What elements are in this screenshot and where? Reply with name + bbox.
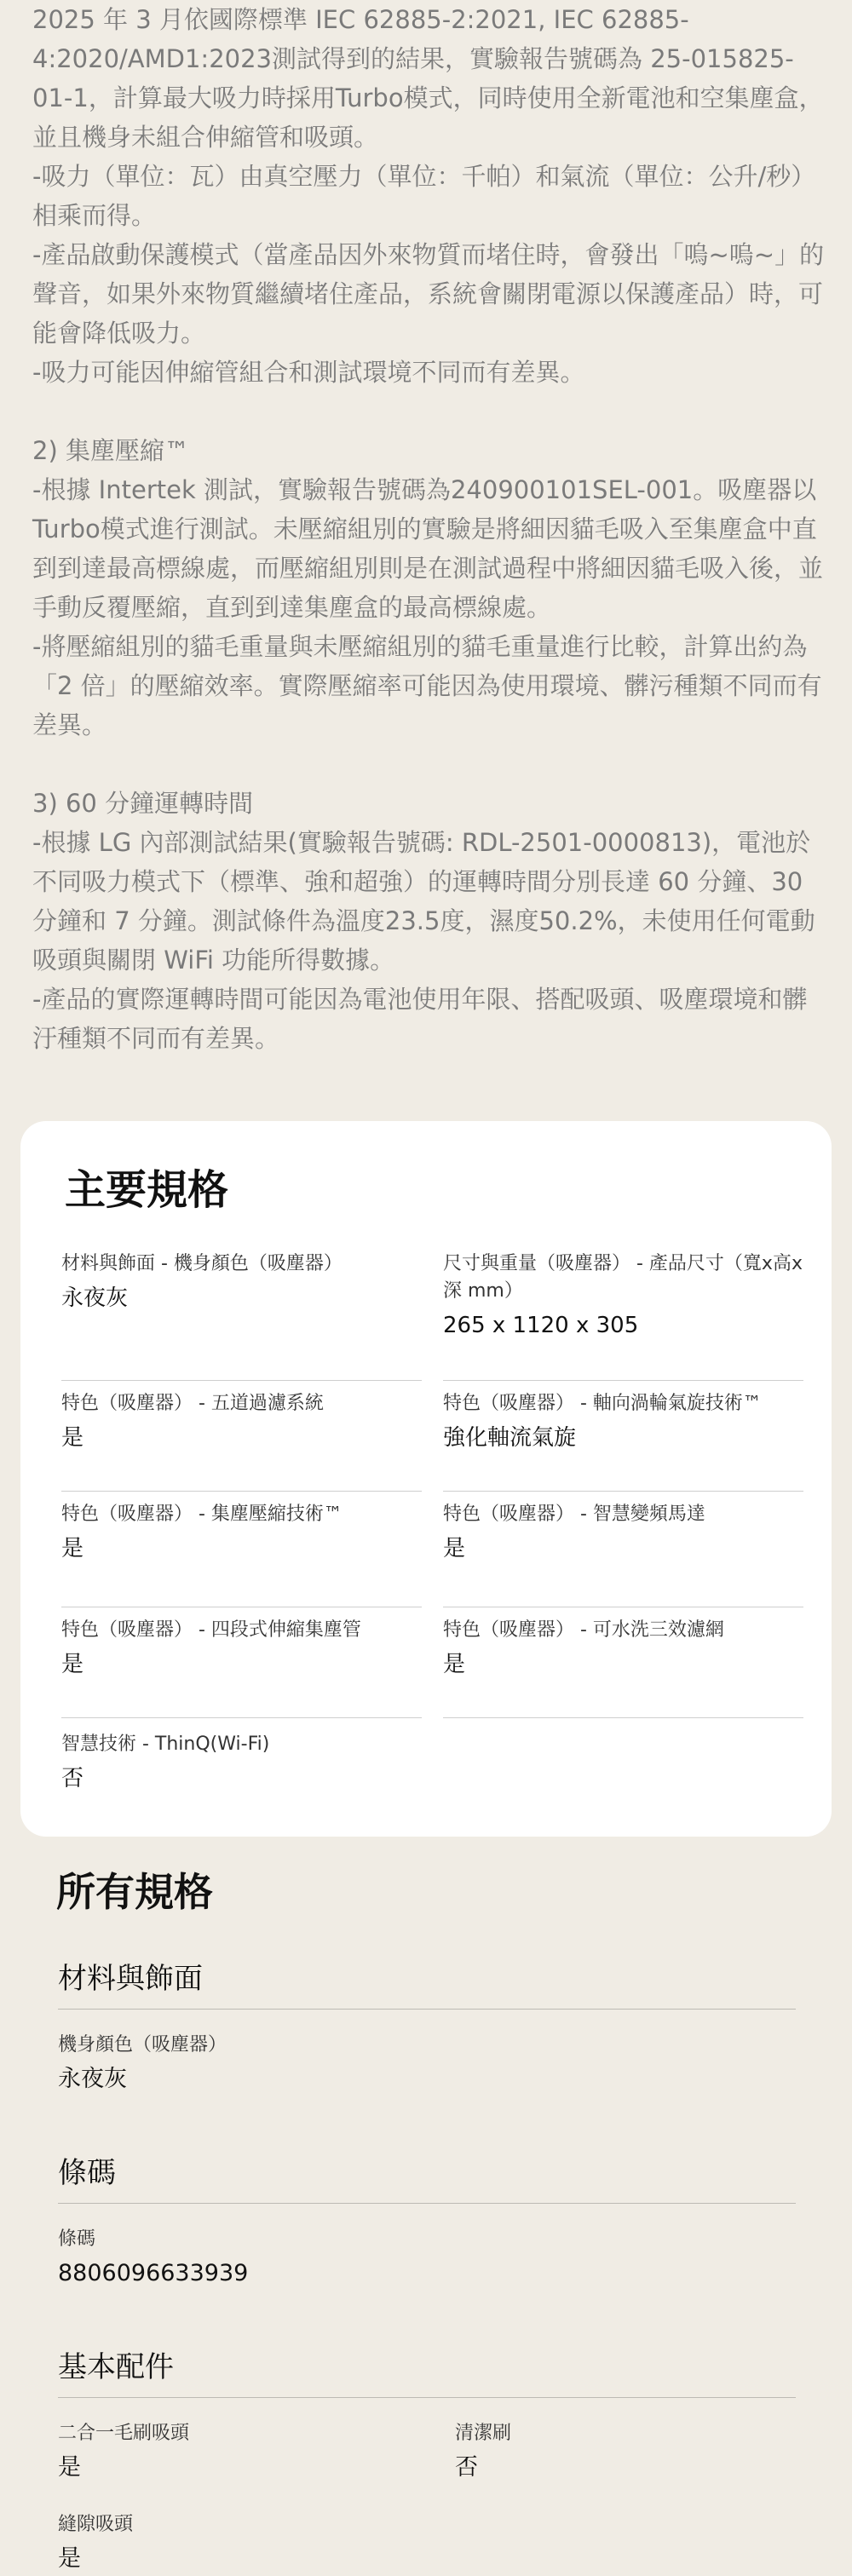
spec-item: [443, 1617, 803, 1718]
spec-label: 材料與飾面 - 機身顏色（吸塵器）: [61, 1253, 343, 1274]
spec-label: 特色（吸塵器） - 軸向渦輪氣旋技術™: [443, 1393, 762, 1414]
spec-value: 否: [61, 1766, 84, 1791]
spec-label: 特色（吸塵器） - 四段式伸縮集塵管: [61, 1619, 361, 1641]
spec-label: 特色（吸塵器） - 五道過濾系統: [61, 1393, 324, 1414]
all-specs-title: 所有規格: [56, 1869, 213, 1915]
spec-item: [61, 1501, 422, 1607]
note-paragraph: -根據 Intertek 測試，實驗報告號碼為240900101SEL-001。吸塵器以Turbo模式進行測試。未壓縮組別的實驗是將細因貓毛吸入至集塵盒中直到到達最高標線處，而壓縮組別則是在測試過程中將細因貓毛吸入後，並手動反覆壓縮，直到到達集塵盒的最高標線處。: [32, 475, 824, 622]
spec-item: [61, 1617, 422, 1718]
spec-value: 是: [61, 1536, 84, 1561]
note-paragraph: -吸力（單位：瓦）由真空壓力（單位：千帕）和氣流（單位：公升/秒）相乘而得。: [32, 162, 816, 230]
section-heading: 基本配件: [58, 2343, 796, 2398]
note-heading: 3) 60 分鐘運轉時間: [32, 789, 254, 818]
spec-item: [443, 1251, 803, 1381]
spec-label: 特色（吸塵器） - 集塵壓縮技術™: [61, 1504, 343, 1525]
spec-value: 是: [58, 2545, 81, 2572]
note-paragraph: -吸力可能因伸縮管組合和測試環境不同而有差異。: [32, 358, 585, 387]
footnotes: [32, 0, 825, 1058]
spec-value: 8806096633939: [58, 2260, 249, 2286]
spec-label: 特色（吸塵器） - 可水洗三效濾網: [443, 1619, 724, 1641]
spec-item: [443, 1390, 803, 1492]
spec-value: 是: [58, 2454, 81, 2481]
section-heading: 材料與飾面: [58, 1955, 796, 2010]
key-specs-title: 主要規格: [65, 1166, 229, 1214]
note-paragraph: -產品的實際運轉時間可能因為電池使用年限、搭配吸頭、吸塵環境和髒汙種類不同而有差異。: [32, 985, 808, 1053]
spec-value: 是: [61, 1425, 84, 1451]
note-paragraph: -根據 LG 內部測試結果(實驗報告號碼: RDL-2501-0000813)，電池於不同吸力模式下（標準、強和超強）的運轉時間分別長達 60 分鐘、30 分鐘和 7 分鐘。測試條件為溫度23.5度，濕度50.2%，未使用任何電動吸頭與關閉 WiFi 功能所得數據。: [32, 828, 815, 975]
spec-label: 特色（吸塵器） - 智慧變頻馬達: [443, 1504, 705, 1525]
spec-label: 條碼: [58, 2228, 96, 2250]
spec-value: 是: [443, 1652, 466, 1677]
spec-value: 265 x 1120 x 305: [443, 1313, 639, 1338]
spec-item: [443, 1501, 803, 1607]
spec-label: 二合一毛刷吸頭: [58, 2423, 190, 2444]
spec-label: 尺寸與重量（吸塵器） - 產品尺寸（寬x高x深 mm）: [443, 1253, 803, 1302]
spec-value: 是: [443, 1536, 466, 1561]
spec-value: 強化軸流氣旋: [443, 1425, 577, 1451]
spec-label: 機身顏色（吸塵器）: [58, 2034, 227, 2056]
spec-value: 永夜灰: [61, 1285, 129, 1311]
spec-label: 智慧技術 - ThinQ(Wi-Fi): [61, 1734, 270, 1755]
spec-entry: [455, 2420, 511, 2485]
note-paragraph: -產品啟動保護模式（當產品因外來物質而堵住時，會發出「嗚~嗚~」的聲音，如果外來物質繼續堵住產品，系統會關閉電源以保護產品）時，可能會降低吸力。: [32, 240, 825, 348]
note-paragraph: -將壓縮組別的貓毛重量與未壓縮組別的貓毛重量進行比較，計算出約為「2 倍」的壓縮效率。實際壓縮率可能因為使用環境、髒污種類不同而有差異。: [32, 632, 822, 739]
spec-item: [61, 1731, 422, 1808]
note-paragraph: 2025 年 3 月依國際標準 IEC 62885-2:2021, IEC 62885-4:2020/AMD1:2023測試得到的結果，實驗報告號碼為 25-015825-01-1，計算最大吸力時採用Turbo模式，同時使用全新電池和空集塵盒，並且機身未組合伸縮管和吸頭。: [32, 5, 824, 152]
key-specs-card: [20, 1121, 832, 1837]
spec-value: 是: [61, 1652, 84, 1677]
spec-entry: [58, 2032, 227, 2096]
spec-value: 永夜灰: [58, 2066, 127, 2092]
spec-label: 清潔刷: [455, 2423, 512, 2444]
note-heading: 2) 集塵壓縮™: [32, 436, 189, 465]
spec-entry: [58, 2420, 189, 2485]
spec-item: [61, 1251, 422, 1381]
spec-item: [61, 1390, 422, 1492]
spec-label: 縫隙吸頭: [58, 2514, 134, 2535]
spec-value: 否: [455, 2454, 478, 2481]
spec-entry: [58, 2511, 133, 2576]
section-heading: 條碼: [58, 2149, 796, 2204]
spec-entry: [58, 2226, 248, 2291]
